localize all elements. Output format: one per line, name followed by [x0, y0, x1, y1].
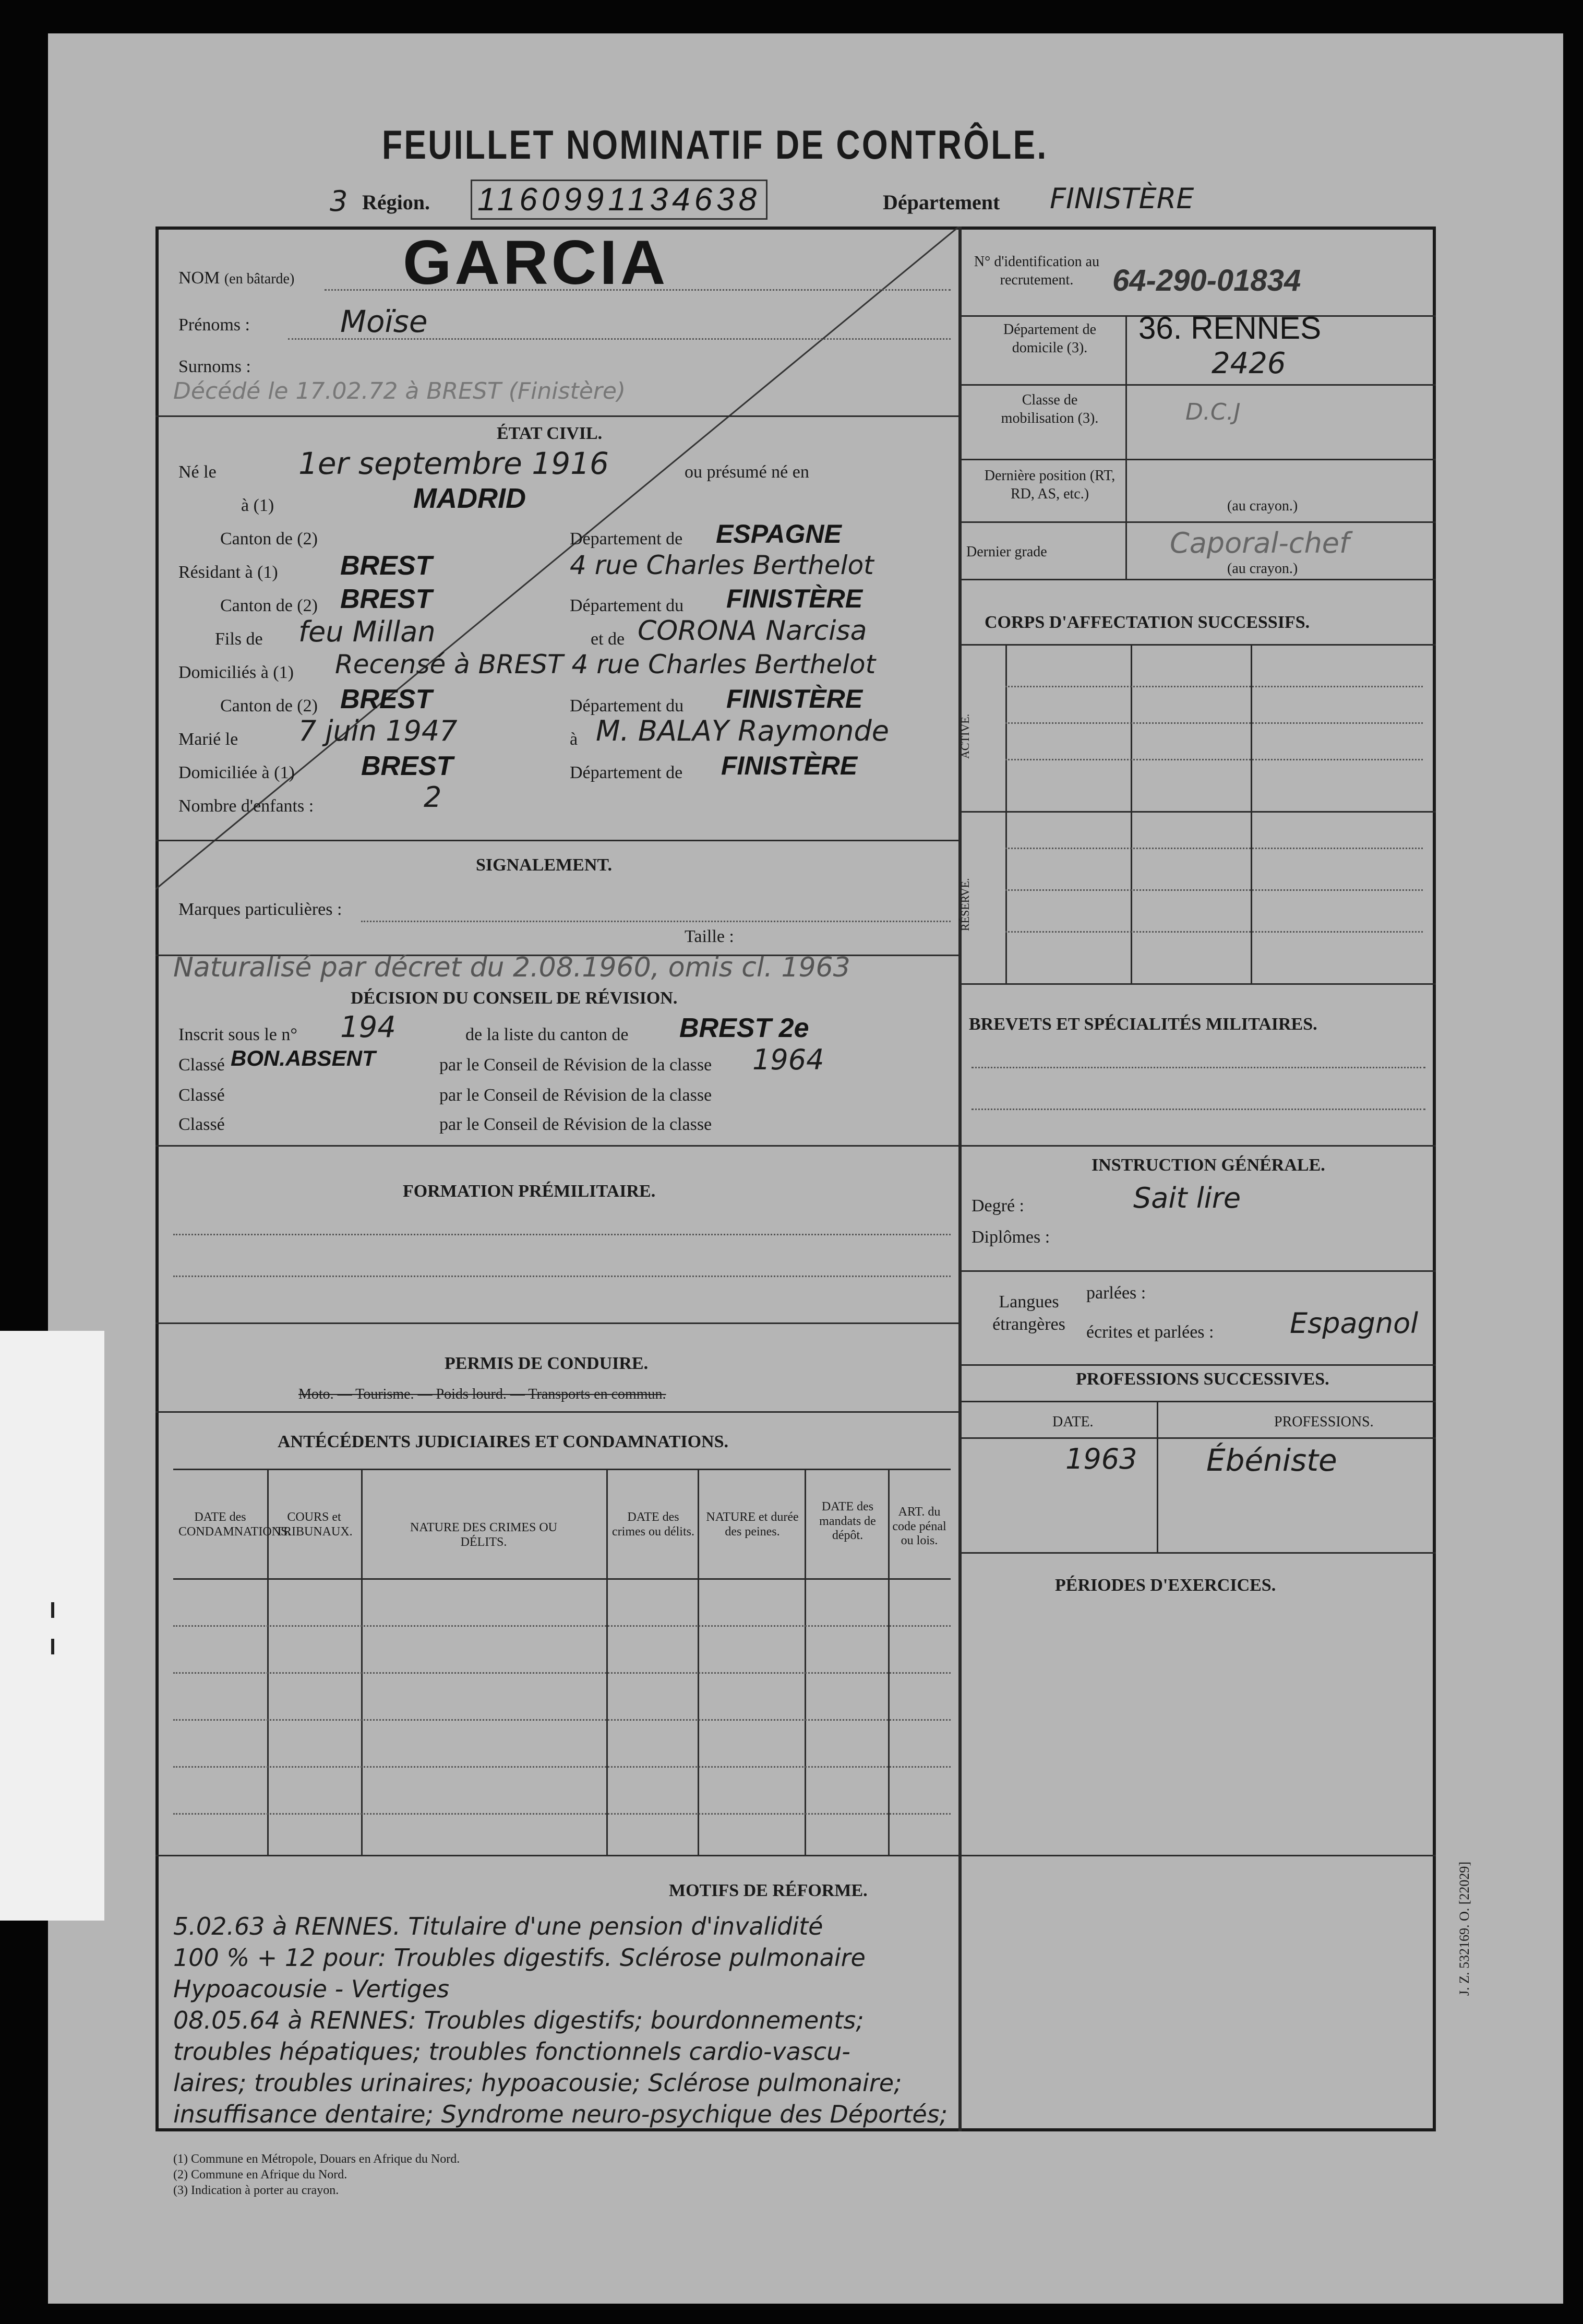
fils-de-label: Fils de	[215, 629, 263, 649]
classe-value: BON.ABSENT	[231, 1046, 376, 1070]
active-label: ACTIVE.	[958, 713, 972, 759]
et-de-label: et de	[591, 629, 625, 649]
ou-presume-label: ou présumé né en	[685, 462, 809, 482]
divider	[958, 459, 1436, 460]
paper-mark	[51, 1602, 54, 1618]
canton-label-3: Canton de (2)	[220, 696, 318, 716]
table-col-line	[698, 1469, 699, 1855]
col-header: DATE des crimes ou délits.	[612, 1510, 694, 1539]
nom-line	[325, 289, 951, 291]
motifs-line: Hypoacousie - Vertiges	[173, 1975, 450, 2003]
professions-date-col: DATE.	[1052, 1414, 1094, 1430]
divider	[958, 983, 1436, 985]
divider	[155, 1322, 959, 1324]
form-sheet	[48, 33, 1563, 2304]
departement-du-label: Département du	[570, 596, 684, 615]
departement-du-value: FINISTÈRE	[726, 584, 863, 613]
region-label: Région.	[362, 190, 430, 214]
deces-value: Décédé le 17.02.72 à BREST (Finistère)	[173, 378, 626, 404]
corps-line	[1005, 759, 1423, 760]
table-col-line	[361, 1469, 363, 1855]
canton-label-1: Canton de (2)	[220, 529, 318, 549]
corps-line	[1005, 931, 1423, 933]
antecedents-title: ANTÉCÉDENTS JUDICIAIRES ET CONDAMNATIONS.	[278, 1432, 729, 1451]
marie-value: 7 juin 1947	[298, 714, 458, 747]
marques-label: Marques particulières :	[178, 900, 342, 919]
prenoms-line	[288, 338, 951, 340]
liste-value: BREST 2e	[679, 1013, 809, 1043]
surnoms-label: Surnoms :	[178, 357, 251, 376]
parlees-label: parlées :	[1086, 1283, 1146, 1303]
professions-col-line	[1157, 1401, 1158, 1552]
brevets-title: BREVETS ET SPÉCIALITÉS MILITAIRES.	[969, 1015, 1317, 1034]
periodes-title: PÉRIODES D'EXERCICES.	[1055, 1576, 1276, 1595]
ecrites-value: Espagnol	[1290, 1307, 1419, 1340]
col-header: DATE des mandats de dépôt.	[819, 1500, 876, 1543]
marques-line	[361, 921, 951, 922]
conseil-label: par le Conseil de Révision de la classe	[439, 1055, 712, 1075]
derniere-position-label: Dernière position (RT, RD, AS, etc.)	[984, 468, 1116, 502]
formation-title: FORMATION PRÉMILITAIRE.	[403, 1182, 656, 1201]
corps-line	[1005, 889, 1423, 891]
departement-c-label: Département du	[570, 696, 684, 716]
professions-date-value: 1963	[1065, 1443, 1137, 1475]
table-col-line	[606, 1469, 608, 1855]
ecrites-label: écrites et parlées :	[1086, 1322, 1214, 1342]
motifs-line: troubles hépatiques; troubles fonctionnels cardio-vascu-	[173, 2037, 850, 2066]
prenoms-label: Prénoms :	[178, 315, 250, 335]
naturalise-value: Naturalisé par décret du 2.08.1960, omis cl. 1963	[173, 952, 850, 983]
corps-title: CORPS D'AFFECTATION SUCCESSIFS.	[985, 613, 1310, 632]
divider	[958, 1855, 1436, 1856]
col-header: ART. du code pénal ou lois.	[892, 1505, 946, 1548]
dernier-grade-value: Caporal-chef	[1170, 527, 1350, 559]
side-code: J. Z. 532169. O. [22029]	[1457, 1861, 1472, 1996]
residant-value: BREST	[340, 551, 433, 581]
classe-mob-label: Classe de mobilisation (3).	[1001, 392, 1099, 426]
table-row-line	[173, 1672, 951, 1674]
domiciliee-value: BREST	[361, 751, 453, 781]
decision-title: DÉCISION DU CONSEIL DE RÉVISION.	[351, 988, 678, 1008]
divider	[958, 521, 1436, 523]
canton-value-3: BREST	[340, 684, 433, 714]
taille-label: Taille :	[685, 927, 734, 946]
au-crayon-2: (au crayon.)	[1227, 561, 1298, 577]
enfants-value: 2	[424, 781, 442, 814]
table-col-line	[805, 1469, 806, 1855]
dept-dom-value: 36. RENNES	[1138, 311, 1322, 345]
table-top	[173, 1469, 951, 1470]
motifs-title: MOTIFS DE RÉFORME.	[669, 1881, 868, 1900]
classe-annee-value: 1964	[752, 1043, 824, 1076]
professions-top	[958, 1401, 1436, 1402]
corps-line	[1005, 848, 1423, 849]
residant-adresse: 4 rue Charles Berthelot	[570, 550, 874, 580]
table-row-line	[173, 1813, 951, 1815]
liste-label: de la liste du canton de	[465, 1025, 629, 1044]
divider	[958, 384, 1436, 386]
paper-fragment	[0, 1331, 104, 1921]
domiciliee-label: Domiciliée à (1)	[178, 763, 295, 782]
table-bottom	[155, 1855, 959, 1856]
conseil2-label: par le Conseil de Révision de la classe	[439, 1086, 712, 1105]
nom-label: NOM (en bâtarde)	[178, 268, 295, 288]
divider	[958, 1145, 1436, 1147]
classe-label: Classé	[178, 1055, 225, 1075]
marie-a-label: à	[570, 730, 578, 749]
corps-mid	[958, 811, 1436, 813]
paper-mark	[51, 1639, 54, 1654]
inscrit-label: Inscrit sous le n°	[178, 1025, 297, 1044]
departement-label: Département	[883, 190, 1000, 214]
corps-top	[958, 644, 1436, 646]
a1-label: à (1)	[241, 496, 274, 515]
departement-d-value: FINISTÈRE	[721, 751, 858, 780]
marie-label: Marié le	[178, 730, 238, 749]
table-row-line	[173, 1719, 951, 1721]
divider	[155, 1411, 959, 1413]
instruction-title: INSTRUCTION GÉNÉRALE.	[1092, 1155, 1325, 1175]
degre-label: Degré :	[972, 1196, 1025, 1215]
domicilies-value: Recensé à BREST 4 rue Charles Berthelot	[335, 649, 876, 680]
langues-label: Langues étrangères	[992, 1292, 1065, 1334]
professions-value: Ébéniste	[1206, 1443, 1337, 1478]
degre-value: Sait lire	[1133, 1182, 1241, 1214]
marie-a-value: M. BALAY Raymonde	[596, 714, 890, 747]
matricule-number: 1160991134638	[471, 180, 767, 220]
reserve-label: RÉSERVE.	[958, 878, 972, 931]
footnote: (2) Commune en Afrique du Nord.	[173, 2168, 347, 2182]
enfants-label: Nombre d'enfants :	[178, 796, 314, 816]
col-header: COURS et TRIBUNAUX.	[275, 1510, 353, 1539]
brevets-line	[972, 1109, 1425, 1110]
professions-title: PROFESSIONS SUCCESSIVES.	[1076, 1369, 1329, 1389]
domicilies-label: Domiciliés à (1)	[178, 663, 294, 682]
dept-dom-label: Département de domicile (3).	[1003, 321, 1097, 356]
a1-value: MADRID	[413, 483, 526, 514]
corps-line	[1005, 686, 1423, 687]
classe-mob-value: D.C.J	[1185, 399, 1241, 425]
divider	[155, 415, 959, 417]
professions-col: PROFESSIONS.	[1274, 1414, 1374, 1430]
classe3-label: Classé	[178, 1115, 225, 1134]
motifs-line: 5.02.63 à RENNES. Titulaire d'une pension d'invalidité	[173, 1912, 823, 1940]
col-header: NATURE et durée des peines.	[706, 1510, 799, 1539]
residant-label: Résidant à (1)	[178, 563, 278, 582]
right-field-divider	[1125, 315, 1127, 579]
formation-line	[173, 1234, 951, 1235]
table-header-bottom	[173, 1578, 951, 1580]
departement-de-label: Département de	[570, 529, 683, 549]
motifs-line: 08.05.64 à RENNES: Troubles digestifs; bourdonnements;	[173, 2006, 864, 2034]
permis-types: Moto. — Tourisme. — Poids lourd. — Transports en commun.	[298, 1386, 666, 1402]
form-title: FEUILLET NOMINATIF DE CONTRÔLE.	[382, 122, 1048, 168]
divider	[155, 840, 959, 841]
dernier-grade-label: Dernier grade	[966, 544, 1047, 560]
ne-le-value: 1er septembre 1916	[298, 446, 609, 481]
fils-de-value: feu Millan	[298, 615, 436, 648]
col-header: NATURE DES CRIMES OU DÉLITS.	[410, 1521, 558, 1549]
divider	[958, 1552, 1436, 1554]
motifs-line: insuffisance dentaire; Syndrome neuro-psychique des Déportés;	[173, 2100, 948, 2128]
corps-line	[1005, 722, 1423, 724]
canton-label-2: Canton de (2)	[220, 596, 318, 615]
departement-de-value: ESPAGNE	[716, 519, 842, 549]
motifs-line: 100 % + 12 pour: Troubles digestifs. Sclérose pulmonaire	[173, 1944, 866, 1972]
ident-label: N° d'identification au recrutement.	[974, 254, 1100, 288]
divider	[958, 579, 1436, 580]
region-number: 3	[330, 185, 348, 218]
prenoms-value: Moïse	[340, 304, 428, 339]
table-col-line	[888, 1469, 890, 1855]
footnote: (1) Commune en Métropole, Douars en Afrique du Nord.	[173, 2152, 460, 2166]
departement-d-label: Département de	[570, 763, 683, 782]
au-crayon-1: (au crayon.)	[1227, 498, 1298, 514]
permis-title: PERMIS DE CONDUIRE.	[445, 1354, 649, 1373]
divider	[155, 1145, 959, 1147]
motifs-line: laires; troubles urinaires; hypoacousie; Sclérose pulmonaire;	[173, 2069, 902, 2097]
inscrit-value: 194	[340, 1010, 396, 1044]
dept-dom-value-2: 2426	[1212, 347, 1286, 380]
ne-le-label: Né le	[178, 462, 217, 482]
table-row-line	[173, 1625, 951, 1627]
footnote: (3) Indication à porter au crayon.	[173, 2184, 339, 2197]
ident-value: 64-290-01834	[1112, 264, 1301, 297]
brevets-line	[972, 1067, 1425, 1068]
et-de-value: CORONA Narcisa	[638, 615, 867, 647]
departement-value: FINISTÈRE	[1050, 182, 1194, 215]
col-header: DATE des CONDAMNATIONS.	[178, 1510, 291, 1539]
canton-value-2: BREST	[340, 584, 433, 614]
divider	[958, 1270, 1436, 1272]
departement-c-value: FINISTÈRE	[726, 684, 863, 713]
nom-value: GARCIA	[403, 228, 669, 297]
etat-civil-title: ÉTAT CIVIL.	[497, 424, 603, 443]
conseil3-label: par le Conseil de Révision de la classe	[439, 1115, 712, 1134]
signalement-title: SIGNALEMENT.	[476, 855, 613, 875]
professions-header-bottom	[958, 1437, 1436, 1439]
divider	[958, 1364, 1436, 1366]
formation-line	[173, 1276, 951, 1277]
table-row-line	[173, 1766, 951, 1768]
classe2-label: Classé	[178, 1086, 225, 1105]
diplomes-label: Diplômes :	[972, 1227, 1050, 1247]
